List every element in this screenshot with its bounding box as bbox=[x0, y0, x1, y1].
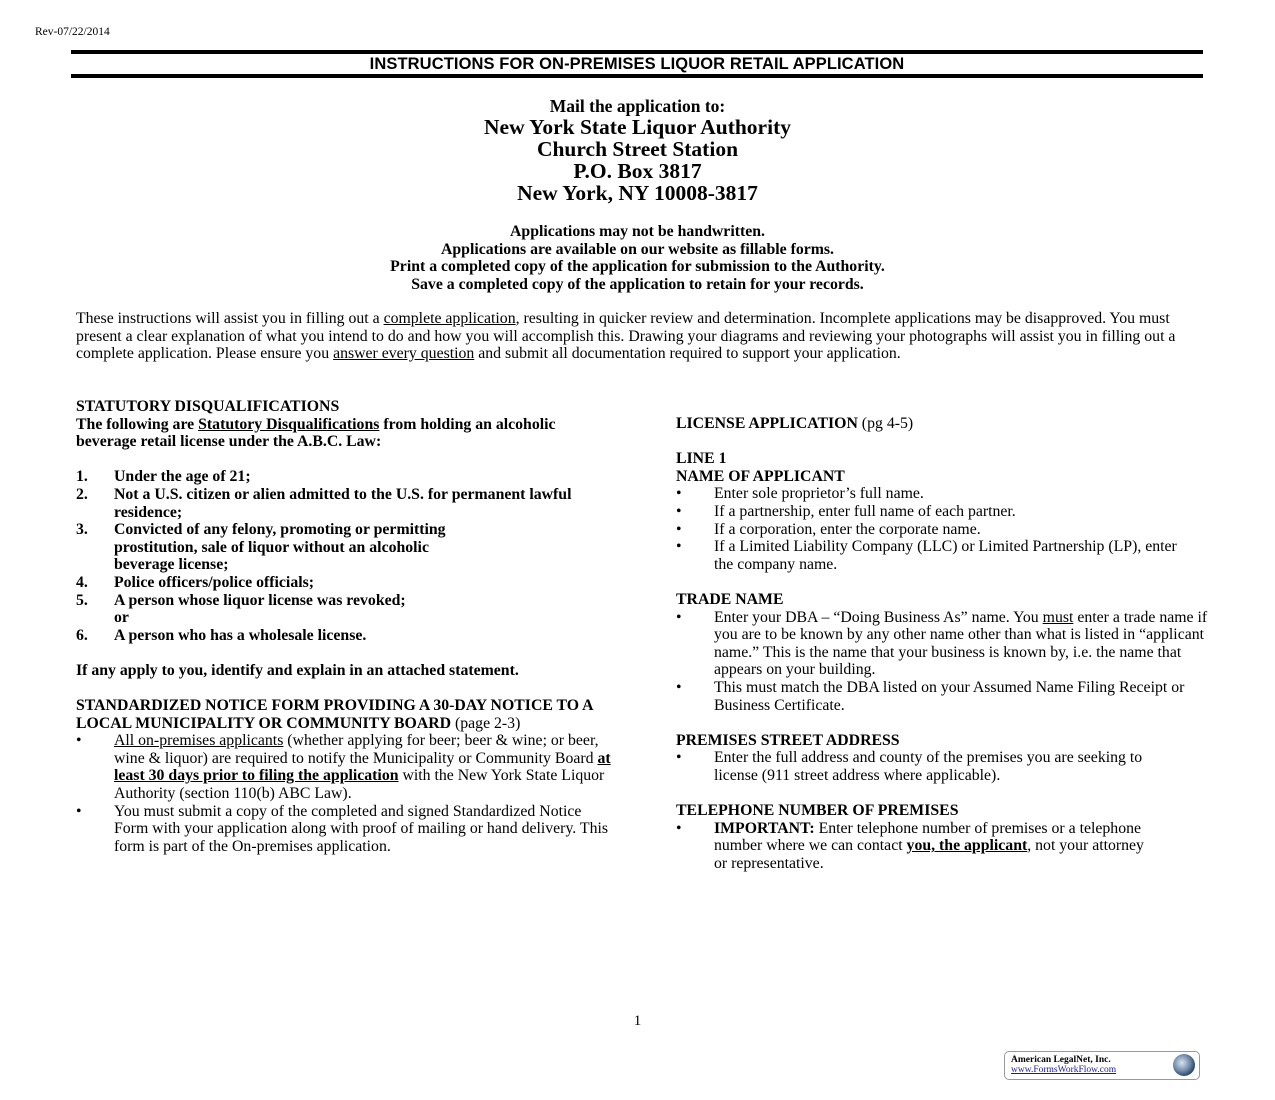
right-column bbox=[676, 415, 1216, 872]
bullet-icon: • bbox=[676, 819, 682, 837]
bullet-text bbox=[714, 609, 1216, 679]
name-of-applicant-heading: NAME OF APPLICANT bbox=[676, 467, 845, 485]
bullet-icon: • bbox=[676, 678, 682, 696]
complete-application-emphasis: complete application bbox=[383, 310, 516, 327]
emphasis: All on-premises applicants bbox=[114, 732, 284, 750]
disqualification-item bbox=[76, 592, 616, 610]
deadline-emphasis: at least 30 days prior to filing the application bbox=[114, 749, 611, 785]
mailing-address-block bbox=[0, 96, 1275, 204]
name-bullet bbox=[676, 521, 1216, 539]
trade-name-bullet bbox=[676, 609, 1216, 679]
telephone-bullet bbox=[676, 820, 1216, 873]
disqualification-item bbox=[76, 521, 616, 574]
item-text: A person whose liquor license was revoked; bbox=[114, 591, 406, 609]
bullet-icon: • bbox=[676, 749, 682, 767]
bullet-icon: • bbox=[676, 485, 682, 503]
logo-url-link[interactable]: www.FormsWorkFlow.com bbox=[1011, 1065, 1117, 1075]
statutory-disqualifications-emphasis: Statutory Disqualifications bbox=[198, 415, 380, 433]
address-line: Church Street Station bbox=[536, 137, 739, 161]
text: Enter telephone number of premises or a telephone number where we can contact bbox=[714, 819, 1142, 855]
bullet-text: If a Limited Liability Company (LLC) or Limited Partnership (LP), enter the company name. bbox=[714, 538, 1177, 573]
american-legalnet-logo[interactable] bbox=[1004, 1051, 1200, 1080]
text: enter a trade name if you are to be known by any other name other than what is listed in “applicant name.” This is the name that your business is known by, i.e. the name that appears on your building. bbox=[714, 608, 1208, 679]
bullet-icon: • bbox=[76, 732, 82, 750]
globe-icon bbox=[1173, 1054, 1195, 1076]
bullet-text: If a corporation, enter the corporate name. bbox=[714, 520, 981, 538]
name-bullet bbox=[676, 538, 1216, 573]
item-text: Not a U.S. citizen or alien admitted to the U.S. for permanent lawful residence; bbox=[114, 485, 572, 521]
address-line: P.O. Box 3817 bbox=[573, 159, 702, 183]
item-text: Convicted of any felony, promoting or permitting prostitution, sale of liquor without an alcoholic beverage license; bbox=[114, 521, 446, 574]
notice-line: Print a completed copy of the application for submission to the Authority. bbox=[390, 258, 885, 276]
notice-line: Applications may not be handwritten. bbox=[510, 223, 765, 240]
important-label: IMPORTANT: bbox=[714, 819, 815, 837]
bullet-text bbox=[714, 820, 1159, 873]
text: with the New York State Liquor Authority (section 110(b) ABC Law). bbox=[114, 767, 605, 803]
bullet-icon: • bbox=[676, 520, 682, 538]
intro-text: , resulting in quicker review and determination. Incomplete applications may be disapproved. You must present a clear explanation of what you intend to do and how you will accomplish this. Drawing your diagrams and reviewing your photographs will assist you in filling out a complete application. Please ensure you bbox=[76, 310, 1176, 363]
notice-form-bullet bbox=[76, 732, 616, 802]
item-text: A person who has a wholesale license. bbox=[114, 626, 367, 644]
bullet-icon: • bbox=[676, 538, 682, 556]
logo-company: American LegalNet, Inc. bbox=[1011, 1055, 1111, 1065]
lead-text: from holding an alcoholic beverage retail license under the A.B.C. Law: bbox=[76, 415, 556, 451]
name-bullet bbox=[676, 485, 1216, 503]
license-application-heading bbox=[676, 415, 1216, 433]
bullet-icon: • bbox=[676, 608, 682, 626]
bullet-text: You must submit a copy of the completed and signed Standardized Notice Form with your application along with proof of mailing or hand delivery. This form is part of the On-premises application. bbox=[114, 802, 609, 855]
bullet-text bbox=[114, 732, 616, 802]
trade-name-bullet bbox=[676, 679, 1216, 714]
text: (whether applying for beer; beer & wine; or beer, wine & liquor) are required to notify the Municipality or Community Board bbox=[114, 732, 599, 767]
item-text: Under the age of 21; bbox=[114, 468, 251, 486]
answer-every-question-emphasis: answer every question bbox=[333, 345, 475, 363]
text: Enter your DBA – “Doing Business As” name. You bbox=[714, 608, 1043, 626]
line1-label: LINE 1 bbox=[676, 450, 727, 468]
premises-address-heading: PREMISES STREET ADDRESS bbox=[676, 731, 900, 749]
page-number: 1 bbox=[633, 1013, 642, 1029]
bullet-text: This must match the DBA listed on your Assumed Name Filing Receipt or Business Certificate. bbox=[714, 678, 1185, 714]
bullet-text: Enter the full address and county of the premises you are seeking to license (911 street address where applicable). bbox=[714, 749, 1143, 784]
item-text: or bbox=[114, 609, 129, 627]
item-number bbox=[76, 609, 114, 627]
left-column bbox=[76, 398, 616, 855]
must-emphasis: must bbox=[1042, 608, 1074, 626]
notice-line: Save a completed copy of the application to retain for your records. bbox=[411, 275, 864, 293]
page-title: INSTRUCTIONS FOR ON-PREMISES LIQUOR RETAIL APPLICATION bbox=[369, 55, 905, 73]
statutory-heading: STATUTORY DISQUALIFICATIONS bbox=[76, 398, 340, 415]
address-line: New York State Liquor Authority bbox=[484, 115, 791, 139]
heading-text: LICENSE APPLICATION bbox=[676, 415, 858, 432]
lead-text: The following are bbox=[76, 415, 199, 433]
item-number: 3. bbox=[76, 521, 88, 539]
text: , not your attorney or representative. bbox=[714, 837, 1144, 872]
application-notices bbox=[0, 223, 1275, 293]
disqualification-item bbox=[76, 486, 616, 521]
intro-text: and submit all documentation required to support your application. bbox=[474, 345, 901, 363]
item-text: Police officers/police officials; bbox=[114, 573, 315, 591]
disqualification-item bbox=[76, 468, 616, 486]
disqualification-conjunction bbox=[76, 609, 616, 627]
item-number: 6. bbox=[76, 626, 88, 644]
bullet-icon: • bbox=[676, 502, 682, 520]
address-line: New York, NY 10008-3817 bbox=[517, 181, 758, 205]
applicant-emphasis: you, the applicant bbox=[906, 837, 1028, 855]
item-number: 4. bbox=[76, 573, 88, 591]
intro-text: These instructions will assist you in filling out a bbox=[76, 310, 384, 327]
notice-form-bullet bbox=[76, 803, 616, 856]
notice-line: Applications are available on our website as fillable forms. bbox=[440, 240, 835, 258]
address-bullet bbox=[676, 749, 1216, 784]
mailing-intro: Mail the application to: bbox=[549, 96, 726, 116]
notice-form-page-ref: (page 2-3) bbox=[451, 714, 521, 732]
item-number: 1. bbox=[76, 468, 88, 486]
disqualification-item bbox=[76, 574, 616, 592]
name-bullet bbox=[676, 503, 1216, 521]
trade-name-heading: TRADE NAME bbox=[676, 590, 784, 608]
statutory-footer: If any apply to you, identify and explain in an attached statement. bbox=[76, 661, 519, 679]
bullet-text: Enter sole proprietor’s full name. bbox=[714, 485, 924, 503]
title-bar bbox=[71, 50, 1203, 78]
notice-form-title: STANDARDIZED NOTICE FORM PROVIDING A 30-DAY NOTICE TO A LOCAL MUNICIPALITY OR COMMUNITY BOARD bbox=[76, 697, 593, 732]
bullet-icon: • bbox=[76, 802, 82, 820]
item-number: 2. bbox=[76, 485, 88, 503]
statutory-lead bbox=[76, 416, 616, 451]
bullet-text: If a partnership, enter full name of each partner. bbox=[714, 502, 1016, 520]
telephone-heading: TELEPHONE NUMBER OF PREMISES bbox=[676, 802, 959, 820]
page-ref: (pg 4-5) bbox=[857, 415, 914, 432]
notice-form-heading bbox=[76, 697, 616, 732]
disqualification-item bbox=[76, 627, 616, 645]
item-number: 5. bbox=[76, 591, 88, 609]
revision-date: Rev-07/22/2014 bbox=[35, 26, 110, 38]
intro-paragraph bbox=[76, 310, 1201, 363]
